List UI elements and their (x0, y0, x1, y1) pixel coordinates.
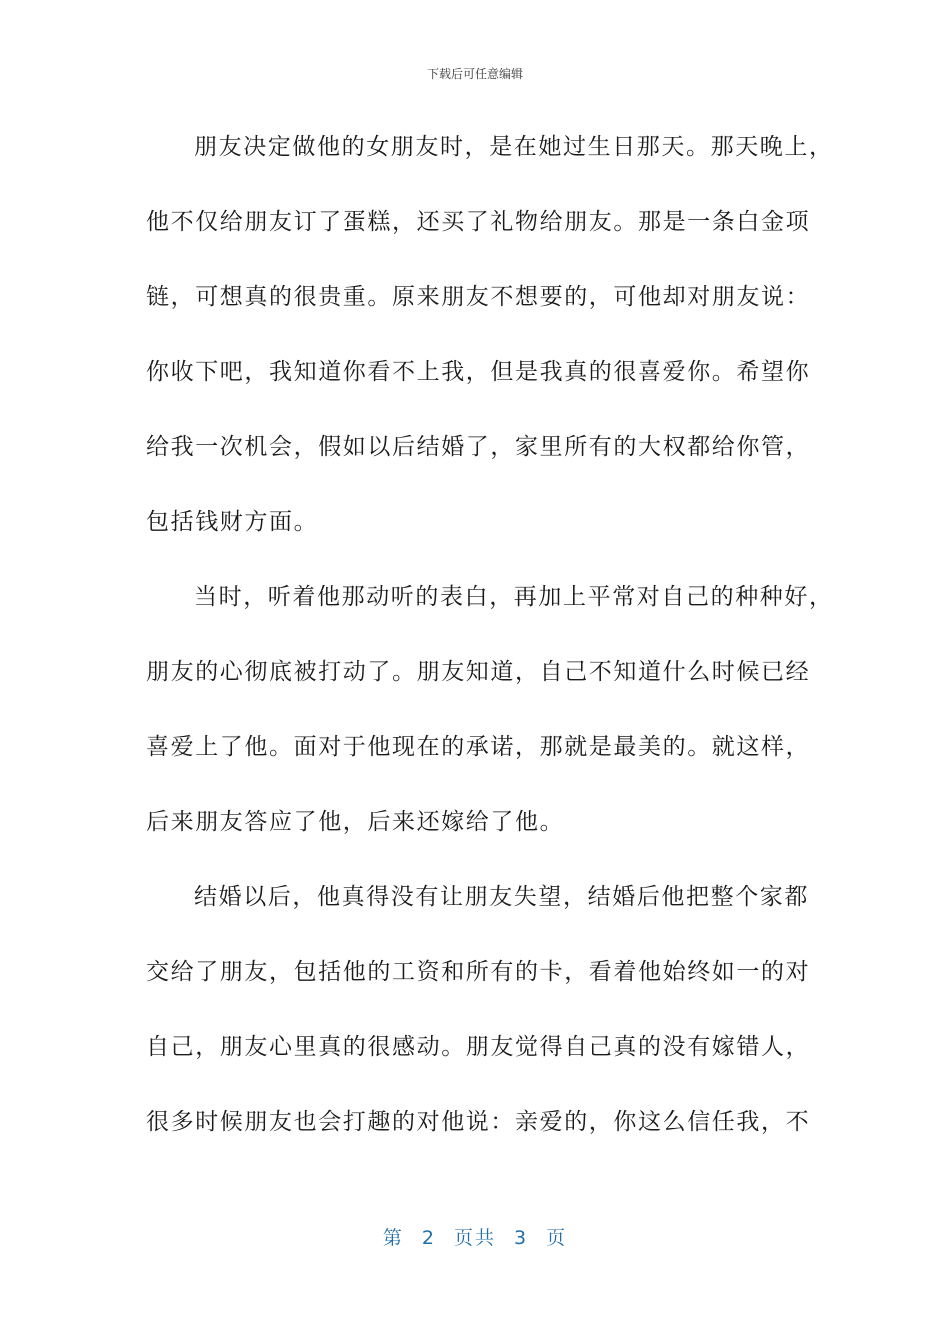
text-line: 给我一次机会，假如以后结婚了，家里所有的大权都给你管， (146, 434, 811, 460)
text-line: 朋友的心彻底被打动了。朋友知道，自己不知道什么时候已经 (146, 659, 811, 685)
current-page-number: 2 (421, 1227, 436, 1249)
page-of-label: 页共 (453, 1227, 496, 1249)
page-header: 下载后可任意编辑 (426, 67, 523, 81)
text-line: 自己，朋友心里真的很感动。朋友觉得自己真的没有嫁错人， (146, 1034, 811, 1060)
total-pages-number: 3 (514, 1227, 529, 1249)
document-body (146, 121, 834, 1171)
text-line: 你收下吧，我知道你看不上我，但是我真的很喜爱你。希望你 (146, 359, 811, 385)
text-line: 链，可想真的很贵重。原来朋友不想要的，可他却对朋友说： (146, 284, 811, 310)
paragraph-3 (146, 871, 816, 1171)
text-line: 很多时候朋友也会打趣的对他说：亲爱的，你这么信任我，不 (146, 1109, 811, 1135)
paragraph-1 (146, 121, 834, 571)
page-end-label: 页 (546, 1227, 568, 1249)
page-label: 第 (382, 1227, 404, 1249)
text-line: 朋友决定做他的女朋友时，是在她过生日那天。那天晚上， (194, 134, 834, 160)
text-line: 包括钱财方面。 (146, 509, 319, 535)
text-line: 后来朋友答应了他，后来还嫁给了他。 (146, 809, 565, 835)
text-line: 结婚以后，他真得没有让朋友失望，结婚后他把整个家都 (194, 884, 809, 910)
text-line: 喜爱上了他。面对于他现在的承诺，那就是最美的。就这样， (146, 734, 811, 760)
paragraph-2 (146, 571, 834, 871)
text-line: 当时，听着他那动听的表白，再加上平常对自己的种种好， (194, 584, 834, 610)
text-line: 交给了朋友，包括他的工资和所有的卡，看着他始终如一的对 (146, 959, 811, 985)
text-line: 他不仅给朋友订了蛋糕，还买了礼物给朋友。那是一条白金项 (146, 209, 811, 235)
page-footer (0, 1223, 950, 1253)
